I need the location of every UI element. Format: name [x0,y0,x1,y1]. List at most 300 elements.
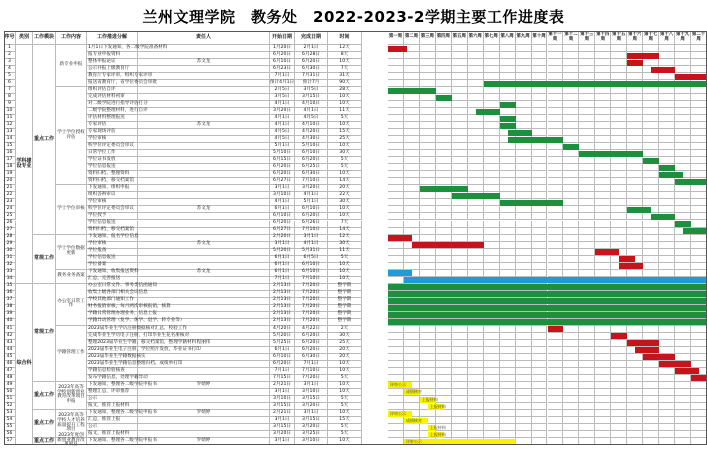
week-cell [452,375,468,382]
week-cell [532,192,548,199]
week-cell [548,410,564,417]
row-duration: 5天 [328,164,362,171]
week-cell [627,164,643,171]
week-cell [436,228,452,235]
week-cell [484,347,500,354]
week-cell [532,403,548,410]
week-cell [532,333,548,340]
week-cell [548,256,564,263]
row-start-date: 6月1日 [270,256,295,263]
week-cell [484,270,500,277]
row-duration: 30天 [328,242,362,249]
row-start-date: 6月20日 [270,171,295,178]
week-cell [548,368,564,375]
row-start-date: 7月1日 [270,277,295,284]
row-seq: 50 [4,389,16,396]
week-cell [516,410,532,417]
row-owner [138,305,270,312]
week-cell [516,340,532,347]
row-detail: 整体申报论证 [87,59,138,66]
gantt-bar-label: 成绩核对 [405,417,422,423]
week-cell [579,368,595,375]
week-cell [611,417,627,424]
row-start-date: 4月5日 [270,136,295,143]
week-cell [548,361,564,368]
row-seq: 7 [4,87,16,94]
gantt-bar-row-48 [691,375,707,381]
row-start-date: 2月13日 [270,319,295,326]
week-cell [579,263,595,270]
week-cell [563,192,579,199]
week-cell [643,396,659,403]
week-cell [420,101,436,108]
week-cell [691,206,707,213]
week-cell [516,263,532,270]
week-cell [659,389,675,396]
week-cell [484,178,500,185]
row-end-date: 6月28日 [295,52,328,59]
week-cell [436,108,452,115]
row-detail: 学位审核 [87,136,138,143]
week-cell [436,87,452,94]
week-cell [563,87,579,94]
week-cell [452,108,468,115]
week-cell [563,382,579,389]
week-cell [548,150,564,157]
header-week-18: 第十八周 [659,31,675,45]
week-cell [595,101,611,108]
row-detail: 学位信息报送 [87,164,138,171]
row-detail: 报文，推荐上报材料 [87,403,138,410]
week-cell [516,354,532,361]
row-start-date: 2月13日 [270,305,295,312]
row-owner: 苏文龙 [138,59,270,66]
week-cell [468,361,484,368]
week-cell [579,347,595,354]
week-cell [532,242,548,249]
row-seq: 51 [4,396,16,403]
week-cell [420,249,436,256]
row-seq: 3 [4,59,16,66]
week-cell [691,256,707,263]
week-cell [659,115,675,122]
row-duration: 25天 [328,136,362,143]
week-cell [468,417,484,424]
week-cell [548,235,564,242]
row-start-date: 4月5日 [270,129,295,136]
week-cell [404,333,420,340]
week-cell [563,185,579,192]
row-duration: 5天 [328,256,362,263]
row-start-date: 3月10日 [270,192,295,199]
week-cell [420,164,436,171]
merged-content-4: 学士学位数据更新 [56,235,87,270]
week-cell [436,347,452,354]
row-start-date: 3月5日 [270,94,295,101]
week-cell [579,192,595,199]
week-cell [532,206,548,213]
week-cell [452,73,468,80]
week-cell [579,242,595,249]
week-cell [500,424,516,431]
week-cell [675,396,691,403]
row-end-date: 7月10日 [295,178,328,185]
week-cell [595,382,611,389]
week-cell [420,80,436,87]
row-detail: 2023届毕业生学历注册数据核对汇总，校验工作 [87,326,138,333]
week-cell [420,270,436,277]
merged-module-2: 常规工作 [33,235,56,284]
gantt-bar-row-8 [436,95,452,101]
week-cell [548,101,564,108]
week-cell [611,101,627,108]
week-cell [436,171,452,178]
week-cell [388,221,404,228]
week-cell [691,171,707,178]
week-cell [388,192,404,199]
row-seq: 42 [4,333,16,340]
week-cell [404,80,420,87]
row-owner [138,52,270,59]
week-cell [468,101,484,108]
row-duration: 90天 [328,80,362,87]
week-cell [579,129,595,136]
week-cell [436,45,452,52]
row-seq: 22 [4,192,16,199]
week-cell [468,270,484,277]
row-duration: 14天 [328,228,362,235]
row-duration: 5天 [328,375,362,382]
row-owner [138,284,270,291]
week-cell [388,242,404,249]
row-detail: 学籍日常管理办理业务，信息上报 [87,312,138,319]
week-cell [595,108,611,115]
week-cell [627,115,643,122]
row-end-date: 6月5日 [295,256,328,263]
week-cell [611,347,627,354]
row-seq: 56 [4,431,16,438]
week-cell [532,249,548,256]
week-cell [468,66,484,73]
week-cell [404,129,420,136]
week-cell [516,185,532,192]
gantt-bar-row-37 [388,298,707,304]
week-cell [452,178,468,185]
week-cell [388,178,404,185]
week-cell [420,389,436,396]
week-cell [611,382,627,389]
week-cell [484,101,500,108]
row-detail: 教育厅专家评审，组织专家评审 [87,73,138,80]
week-cell [611,115,627,122]
week-cell [436,101,452,108]
week-cell [643,164,659,171]
row-owner [138,347,270,354]
merged-module-3: 常规工作 [33,284,56,382]
week-cell [579,438,595,445]
week-cell [595,263,611,270]
merged-content-3: 学士学位审核 [56,185,87,234]
week-cell [579,326,595,333]
week-cell [388,396,404,403]
week-cell [675,108,691,115]
week-cell [468,185,484,192]
week-cell [436,178,452,185]
gantt-bar-label: 评审公示 [390,410,406,416]
row-duration: 12天 [328,235,362,242]
week-cell [516,171,532,178]
week-cell [548,66,564,73]
week-cell [659,256,675,263]
week-cell [595,228,611,235]
row-owner [138,87,270,94]
week-cell [691,213,707,220]
row-detail: 学位审核 [87,242,138,249]
row-owner [138,213,270,220]
row-duration: 30天 [328,333,362,340]
row-end-date: 4月1日 [295,192,328,199]
gantt-bar-row-14 [508,137,564,143]
row-duration: 整学期 [328,291,362,298]
row-duration: 20天 [328,354,362,361]
week-cell [436,52,452,59]
row-owner [138,192,270,199]
week-cell [452,213,468,220]
week-cell [468,136,484,143]
row-end-date: 3月5日 [295,87,328,94]
week-cell [595,164,611,171]
week-cell [452,235,468,242]
row-end-date: 7月10日 [295,368,328,375]
row-start-date: 2月13日 [270,291,295,298]
week-cell [691,235,707,242]
week-cell [532,375,548,382]
week-cell [532,354,548,361]
week-cell [675,235,691,242]
week-cell [484,424,500,431]
header-category: 类别 [16,31,33,45]
week-cell [659,417,675,424]
week-cell [500,249,516,256]
gantt-bar-label: 成绩核对 [405,389,422,395]
week-cell [627,375,643,382]
week-cell [436,129,452,136]
week-cell [579,136,595,143]
week-cell [484,396,500,403]
week-cell [691,157,707,164]
row-start-date: 6月27日 [270,178,295,185]
week-cell [436,80,452,87]
week-cell [484,235,500,242]
week-cell [532,94,548,101]
week-cell [675,389,691,396]
week-cell [500,368,516,375]
week-cell [691,333,707,340]
week-cell [548,164,564,171]
row-seq: 30 [4,249,16,256]
week-cell [436,396,452,403]
week-cell [691,136,707,143]
week-cell [452,115,468,122]
header-detail: 工作推进分解 [87,31,138,45]
gantt-bar-row-40 [388,319,707,325]
row-start-date: 5月1日 [270,143,295,150]
week-cell [548,171,564,178]
week-cell [420,129,436,136]
week-cell [404,73,420,80]
gantt-bar-row-44 [635,347,659,353]
week-cell [627,270,643,277]
week-cell [436,206,452,213]
week-cell [532,438,548,445]
week-cell [436,136,452,143]
week-cell [675,143,691,150]
week-cell [420,361,436,368]
row-seq: 49 [4,382,16,389]
week-cell [484,59,500,66]
week-cell [627,101,643,108]
row-duration: 14天 [328,178,362,185]
week-cell [436,213,452,220]
merged-content-1: 新专业申报 [56,45,87,87]
week-cell [611,129,627,136]
week-cell [452,80,468,87]
row-owner: 罗婧婷 [138,410,270,417]
week-cell [404,157,420,164]
week-cell [436,340,452,347]
row-start-date: 6月10日 [270,354,295,361]
row-duration: 10天 [328,389,362,396]
week-cell [595,115,611,122]
week-cell [691,396,707,403]
week-cell [404,263,420,270]
row-start-date: 3月1日 [270,242,295,249]
row-detail: 办公室日常文件、事务类信函通知 [87,284,138,291]
week-cell [468,249,484,256]
week-cell [611,354,627,361]
week-cell [643,129,659,136]
row-owner [138,277,270,284]
row-end-date: 预计7月 [295,80,328,87]
week-cell [500,326,516,333]
week-cell [500,213,516,220]
week-cell [532,424,548,431]
row-end-date: 3月20日 [295,185,328,192]
week-cell [548,438,564,445]
row-detail: 2023届毕业生电子注册，学位照片发放，毕业证书打印 [87,347,138,354]
week-cell [468,396,484,403]
gantt-bar-row-7 [388,88,436,94]
row-start-date: 3月20日 [270,108,295,115]
week-cell [595,122,611,129]
week-cell [404,115,420,122]
week-cell [420,228,436,235]
row-detail: 学位授予 [87,213,138,220]
week-cell [516,424,532,431]
week-cell [468,368,484,375]
row-start-date: 7月15日 [270,375,295,382]
week-cell [563,326,579,333]
header-week-14: 第十四周 [595,31,611,45]
week-cell [659,129,675,136]
week-cell [643,368,659,375]
week-cell [611,178,627,185]
week-cell [691,143,707,150]
row-detail: 校学位评定委员会审议 [87,206,138,213]
week-cell [611,221,627,228]
week-cell [548,221,564,228]
gantt-bar-row-34 [404,277,707,283]
week-cell [516,66,532,73]
week-cell [500,94,516,101]
week-cell [659,94,675,101]
gantt-bar-row-1 [388,46,407,52]
week-cell [611,368,627,375]
week-cell [548,228,564,235]
week-cell [500,171,516,178]
week-cell [563,206,579,213]
week-cell [516,101,532,108]
row-duration: 28天 [328,87,362,94]
week-cell [611,136,627,143]
week-cell [404,178,420,185]
week-cell [627,45,643,52]
week-cell [659,206,675,213]
week-cell [675,66,691,73]
row-detail: 校学位评定委员会审议 [87,143,138,150]
week-cell [388,164,404,171]
week-cell [579,94,595,101]
week-cell [595,242,611,249]
row-duration: 10天 [328,361,362,368]
week-cell [691,417,707,424]
week-cell [627,396,643,403]
week-cell [532,431,548,438]
row-start-date: 1月20日 [270,45,295,52]
week-cell [548,417,564,424]
row-duration: 10天 [328,59,362,66]
week-cell [691,382,707,389]
week-cell [675,122,691,129]
week-cell [627,417,643,424]
gantt-bar-row-45 [643,354,675,360]
gantt-bar-row-41 [548,326,564,332]
week-cell [627,368,643,375]
week-cell [627,185,643,192]
row-detail: 完成毕业生学历电子注册，打印毕业生花名册核对 [87,333,138,340]
week-cell [595,178,611,185]
week-cell [595,136,611,143]
row-owner [138,66,270,73]
row-owner [138,108,270,115]
row-start-date: 5月10日 [270,150,295,157]
week-cell [452,206,468,213]
week-cell [627,66,643,73]
row-duration: 11天 [328,249,362,256]
week-cell [563,424,579,431]
week-cell [611,87,627,94]
week-cell [532,410,548,417]
week-cell [595,213,611,220]
week-cell [627,192,643,199]
gantt-bar-row-12 [500,123,516,129]
merged-content-6: 办公室日常工作 [56,284,87,326]
week-cell [452,249,468,256]
week-cell [643,178,659,185]
week-cell [579,66,595,73]
week-cell [516,213,532,220]
week-cell [468,171,484,178]
